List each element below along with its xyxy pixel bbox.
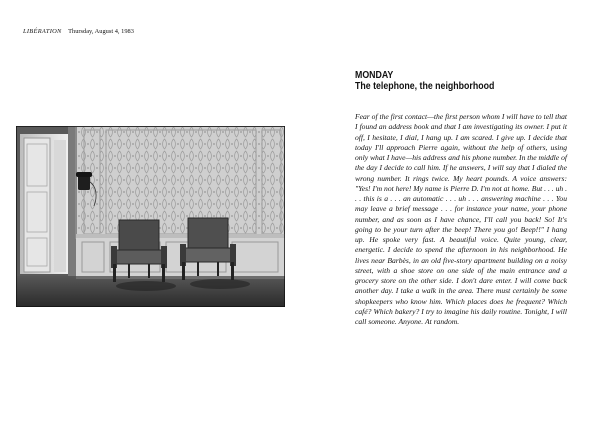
article-body: Fear of the first contact—the first person whom I will have to tell that I found an address book and that I am investigating its owner. I put it off, I hesitate, I dial, I hang up. I am scared. I give up. I decide that today I'll approach Pierre again, without the help of others, using only what I have—his address and his phone number. In the middle of the day I decide to call him. If he answers, I will say that I dialed the wrong number. It rings twice. My heart pounds. A voice answers: "Yes! I'm not here! My name is Pierre D. I'm not at home. But . . . uh . . . this is a . . . an automatic . . . uh . . . answering machine . . . You may leave a brief message . . . for instance your name, your phone number, and as soon as I have chance, I'll call you back! So! It's going to be your turn after the beep! There you go! Beep!!" I hang up. He spoke very fast. A beautiful voice. Quite young, clear, energetic. I decide to spend the afternoon in his neighborhood. He lives near Barbès, in an old five-story apartment building on a noisy street, with a shoe store on one side of the main entrance and a grocery store on the other side. I don't dare enter. I will come back another day. I take a walk in the area. There must certainly be some shopkeepers who know him. Which places does he frequent? Which café? Which bakery? I try to imagine his daily routine. Tonight, I will call someone. Anyone. At random.	[355, 112, 567, 326]
publication-name: LIBÉRATION	[23, 28, 62, 35]
publication-date: Thursday, August 4, 1983	[68, 28, 134, 35]
section-heading	[355, 70, 557, 92]
room-photograph	[16, 126, 285, 307]
section-day: MONDAY	[355, 70, 394, 81]
page-header	[23, 28, 134, 36]
section-subtitle: The telephone, the neighborhood	[355, 81, 495, 92]
